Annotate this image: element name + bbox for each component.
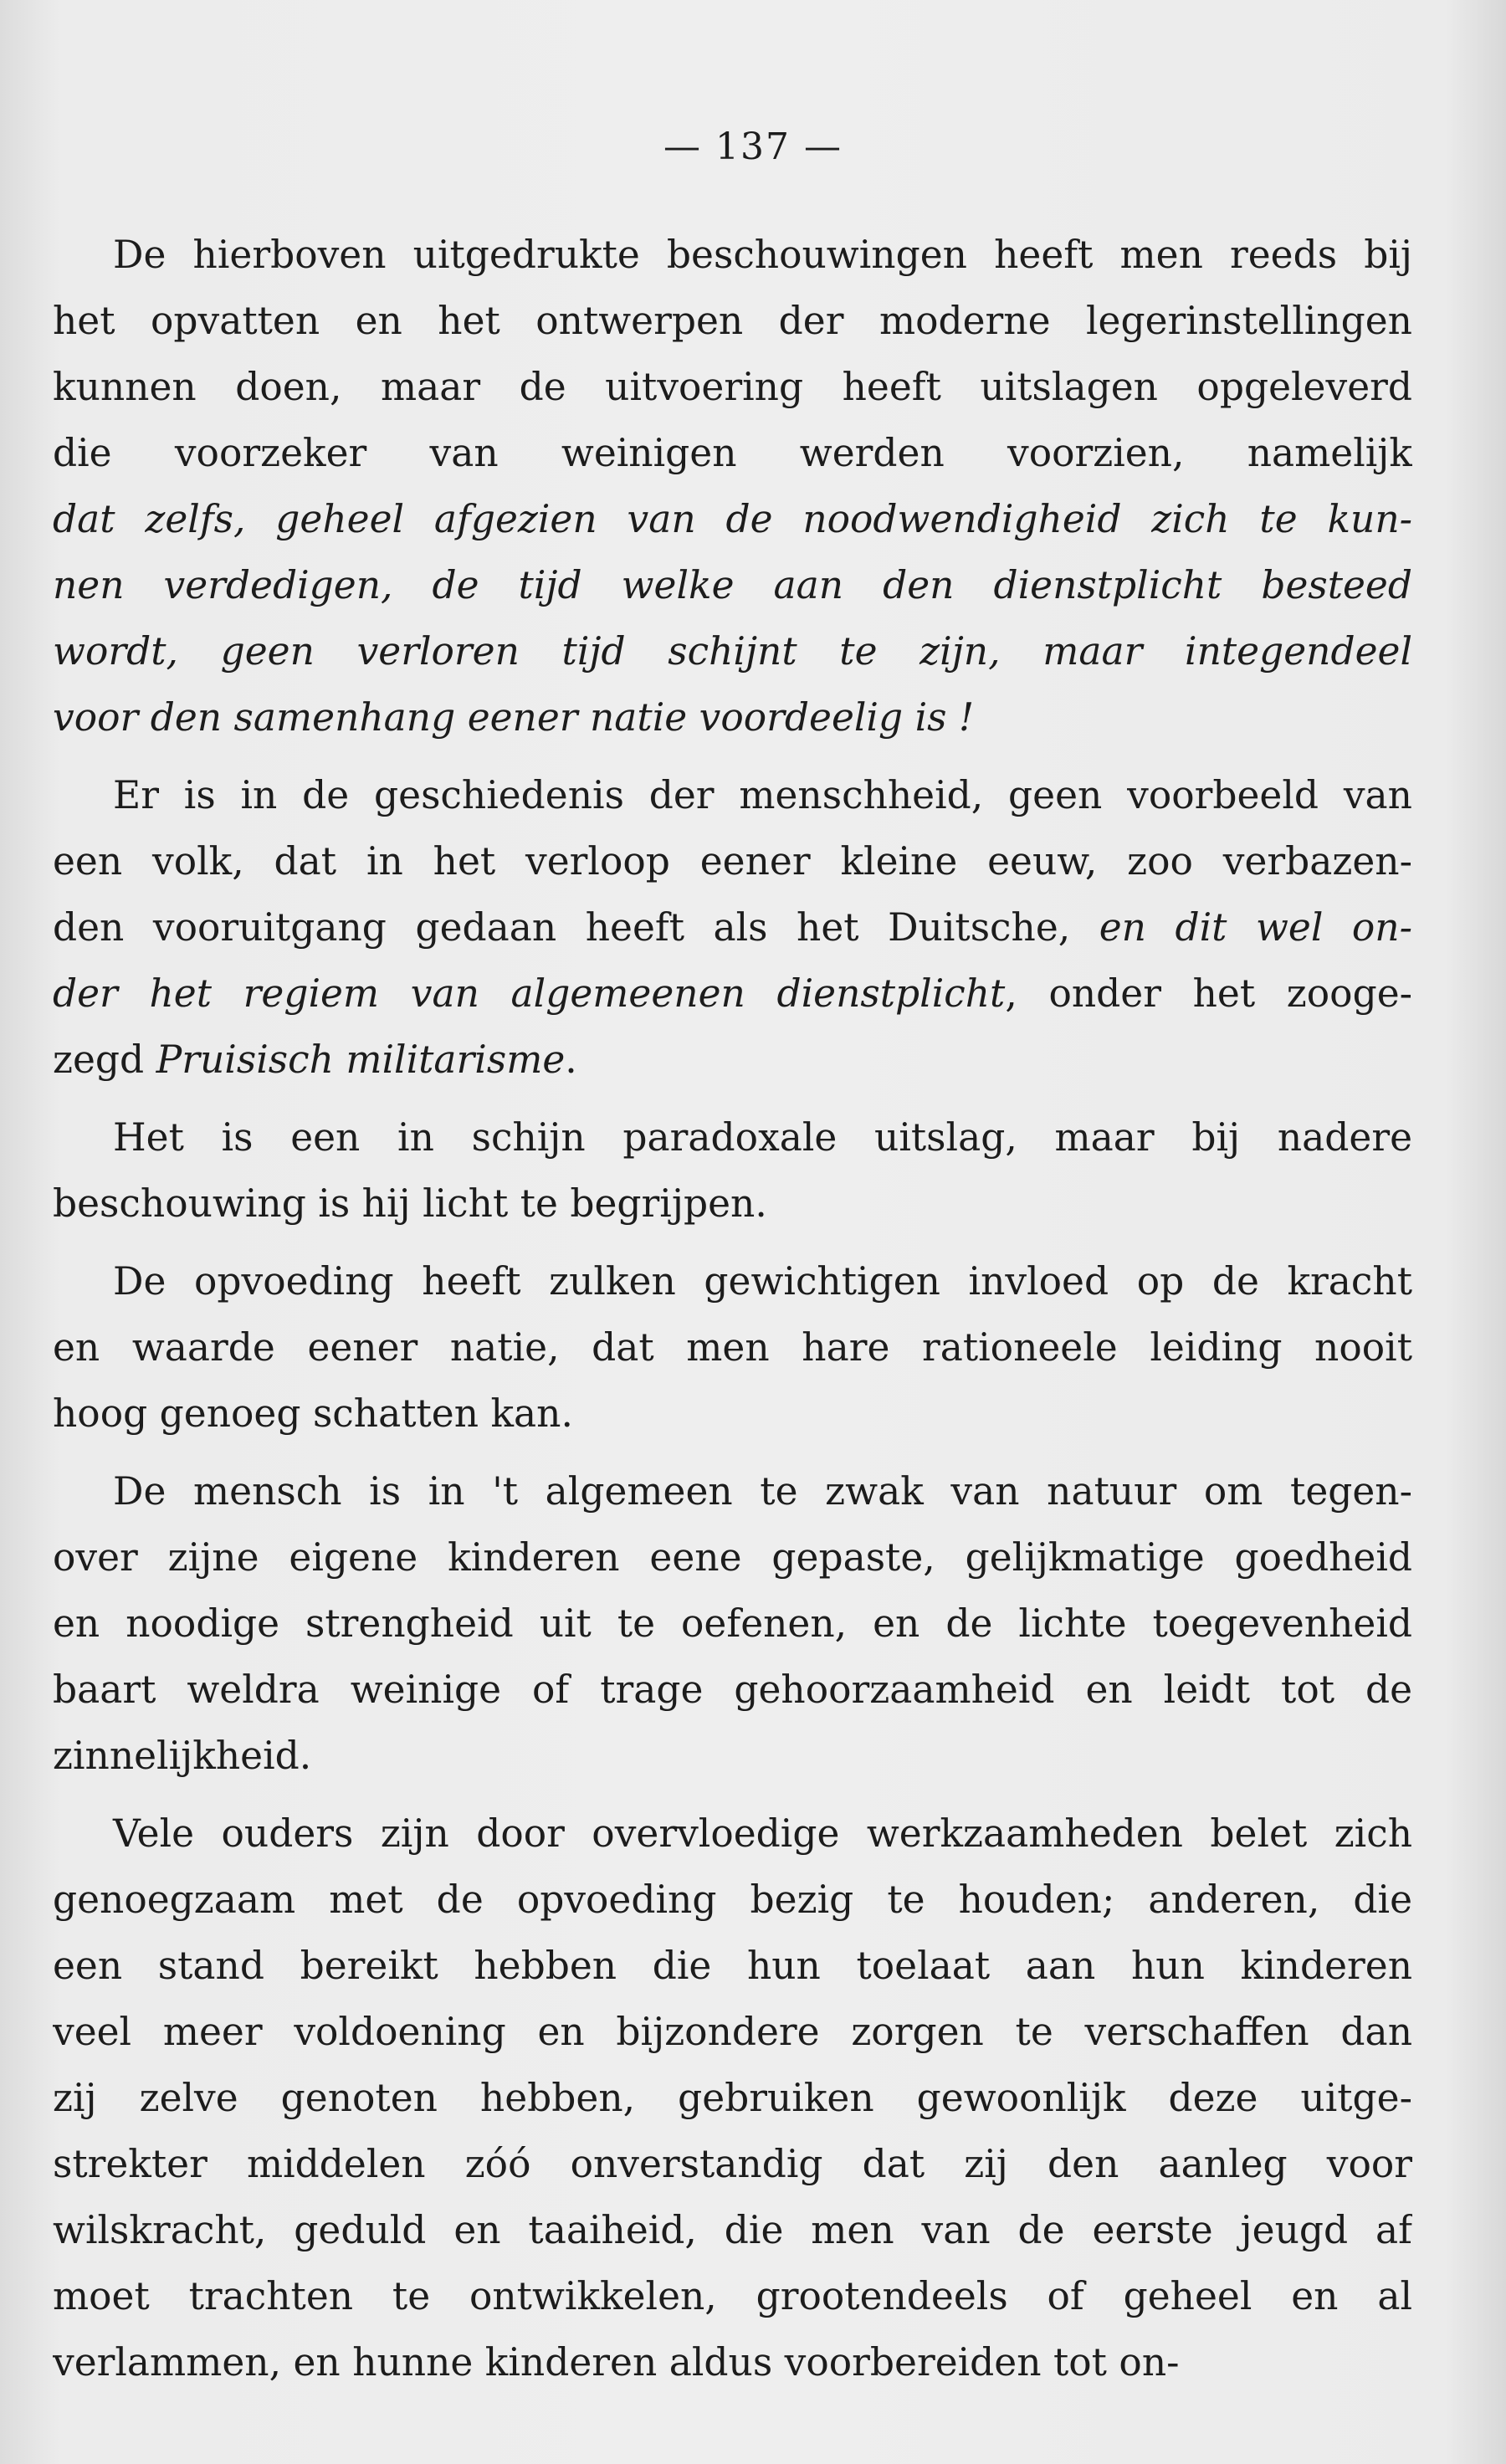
paragraph-gap <box>53 750 1412 762</box>
text-segment: over zijne eigene kinderen eene gepaste, gelijkmatige goedheid <box>53 1535 1412 1580</box>
paragraph-gap <box>53 1447 1412 1458</box>
text-line <box>53 1171 1412 1237</box>
text-segment: Vele ouders zijn door overvloedige werkzaamheden belet zich <box>113 1811 1412 1856</box>
italic-text: dat zelfs, geheel afgezien van de noodwendigheid zich te kun- <box>53 497 1412 541</box>
text-line <box>53 1104 1412 1171</box>
text-segment: veel meer voldoening en bijzondere zorgen te verschaffen dan <box>53 2010 1412 2054</box>
text-line <box>53 960 1412 1027</box>
body-text <box>53 222 1412 2395</box>
italic-text: wordt, geen verloren tijd schijnt te zijn, maar integendeel <box>53 629 1412 674</box>
paragraph <box>53 1458 1412 1789</box>
text-line <box>53 1999 1412 2065</box>
paragraph <box>53 1248 1412 1447</box>
text-line <box>53 762 1412 828</box>
italic-text: voor den samenhang eener natie voordeelig is ! <box>53 695 975 740</box>
text-line <box>53 420 1412 486</box>
text-line <box>53 2065 1412 2131</box>
text-segment: genoegzaam met de opvoeding bezig te houden; anderen, die <box>53 1877 1412 1922</box>
text-line <box>53 1657 1412 1723</box>
text-segment: en noodige strengheid uit te oefenen, en de lichte toegevenheid <box>53 1601 1412 1646</box>
text-segment: beschouwing is hij licht te begrijpen. <box>53 1181 767 1226</box>
paragraph-gap <box>53 1789 1412 1801</box>
paragraph <box>53 1801 1412 2395</box>
text-line <box>53 684 1412 750</box>
paragraph-gap <box>53 1093 1412 1104</box>
text-segment: De hierboven uitgedrukte beschouwingen heeft men reeds bij <box>113 233 1412 277</box>
text-line <box>53 894 1412 960</box>
text-segment: hoog genoeg schatten kan. <box>53 1391 573 1436</box>
text-line <box>53 1723 1412 1789</box>
italic-text: Pruisisch militarisme <box>156 1037 566 1082</box>
text-segment: die voorzeker van weinigen werden voorzien, namelijk <box>53 431 1412 475</box>
text-line <box>53 2263 1412 2329</box>
text-segment: een volk, dat in het verloop eener kleine eeuw, zoo verbazen- <box>53 839 1412 884</box>
text-segment: , onder het zooge- <box>1005 971 1412 1016</box>
text-segment: en waarde eener natie, dat men hare rationeele leiding nooit <box>53 1325 1412 1370</box>
italic-text: nen verdedigen, de tijd welke aan den dienstplicht besteed <box>53 563 1412 607</box>
text-segment: kunnen doen, maar de uitvoering heeft uitslagen opgeleverd <box>53 365 1412 409</box>
paragraph-gap <box>53 1237 1412 1248</box>
text-line <box>53 1027 1412 1093</box>
text-line <box>53 1591 1412 1657</box>
text-segment: zij zelve genoten hebben, gebruiken gewoonlijk deze uitge- <box>53 2076 1412 2120</box>
text-segment: Er is in de geschiedenis der menschheid, geen voorbeeld van <box>113 773 1412 817</box>
italic-text: der het regiem van algemeenen dienstplicht <box>53 971 1006 1016</box>
text-segment: strekter middelen zóó onverstandig dat zij den aanleg voor <box>53 2142 1412 2186</box>
text-line <box>53 552 1412 618</box>
text-segment: zinnelijkheid. <box>53 1734 312 1778</box>
text-segment: den vooruitgang gedaan heeft als het Duitsche, <box>53 905 1099 950</box>
text-segment: zegd <box>53 1037 156 1082</box>
paragraph <box>53 1104 1412 1237</box>
text-line <box>53 1248 1412 1314</box>
text-line <box>53 1933 1412 1999</box>
text-line <box>53 1867 1412 1933</box>
page-number: — 137 — <box>663 126 843 168</box>
text-line <box>53 486 1412 552</box>
text-line <box>53 222 1412 288</box>
text-segment: De mensch is in 't algemeen te zwak van natuur om tegen- <box>113 1469 1412 1514</box>
text-line <box>53 1524 1412 1591</box>
text-segment: . <box>565 1037 577 1082</box>
paragraph <box>53 222 1412 750</box>
text-segment: verlammen, en hunne kinderen aldus voorbereiden tot on- <box>53 2340 1180 2385</box>
text-segment: wilskracht, geduld en taaiheid, die men van de eerste jeugd af <box>53 2208 1412 2252</box>
text-line <box>53 1801 1412 1867</box>
text-line <box>53 1314 1412 1381</box>
paragraph <box>53 762 1412 1093</box>
text-line <box>53 354 1412 420</box>
text-segment: moet trachten te ontwikkelen, grootendeels of geheel en al <box>53 2274 1412 2318</box>
text-line <box>53 1381 1412 1447</box>
text-segment: De opvoeding heeft zulken gewichtigen invloed op de kracht <box>113 1259 1412 1304</box>
text-segment: baart weldra weinige of trage gehoorzaamheid en leidt tot de <box>53 1667 1412 1712</box>
text-segment: een stand bereikt hebben die hun toelaat aan hun kinderen <box>53 1944 1412 1988</box>
text-line <box>53 288 1412 354</box>
text-line <box>53 2131 1412 2197</box>
italic-text: en dit wel on- <box>1099 905 1412 950</box>
text-segment: het opvatten en het ontwerpen der moderne legerinstellingen <box>53 299 1412 343</box>
text-line <box>53 828 1412 894</box>
text-line <box>53 2197 1412 2263</box>
text-line <box>53 1458 1412 1524</box>
text-line <box>53 2329 1412 2395</box>
text-segment: Het is een in schijn paradoxale uitslag, maar bij nadere <box>113 1115 1412 1160</box>
text-line <box>53 618 1412 684</box>
